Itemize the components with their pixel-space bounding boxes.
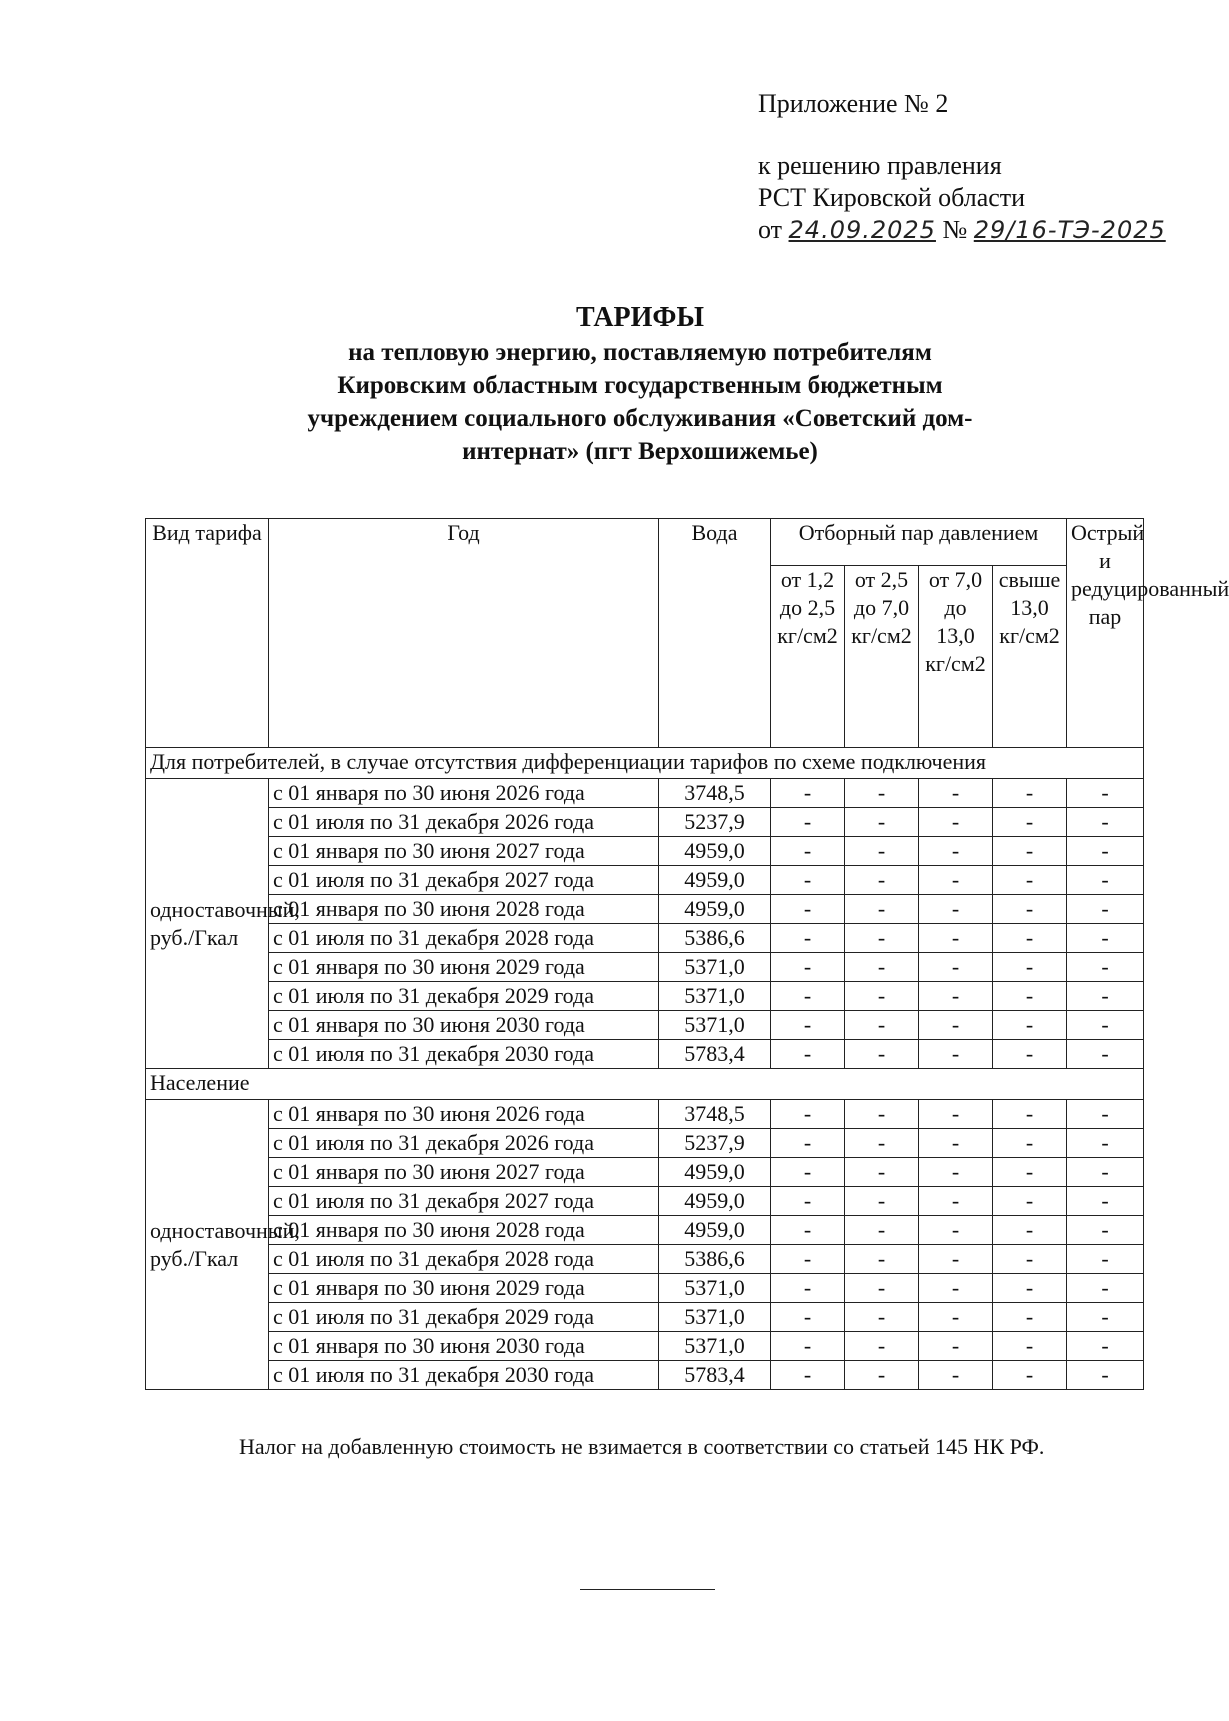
period-cell: с 01 января по 30 июня 2026 года bbox=[269, 1100, 659, 1129]
empty-value-cell: - bbox=[993, 1187, 1067, 1216]
appendix-decision: к решению правления bbox=[758, 151, 1002, 180]
section-title: Население bbox=[146, 1069, 1144, 1100]
water-value-cell: 4959,0 bbox=[659, 895, 771, 924]
empty-value-cell: - bbox=[993, 1129, 1067, 1158]
header-steam-4: свыше 13,0 кг/см2 bbox=[993, 565, 1067, 747]
empty-value-cell: - bbox=[771, 1129, 845, 1158]
tariff-kind: одноставочный, руб./Гкал bbox=[146, 1100, 269, 1390]
empty-value-cell: - bbox=[771, 1011, 845, 1040]
period-cell: с 01 января по 30 июня 2027 года bbox=[269, 837, 659, 866]
water-value-cell: 4959,0 bbox=[659, 1158, 771, 1187]
handwritten-number: 29/16-ТЭ-2025 bbox=[973, 216, 1166, 244]
empty-value-cell: - bbox=[771, 982, 845, 1011]
empty-value-cell: - bbox=[1067, 924, 1144, 953]
empty-value-cell: - bbox=[993, 837, 1067, 866]
table-row bbox=[146, 1361, 1144, 1390]
empty-value-cell: - bbox=[919, 895, 993, 924]
empty-value-cell: - bbox=[845, 1303, 919, 1332]
period-cell: с 01 июля по 31 декабря 2026 года bbox=[269, 808, 659, 837]
empty-value-cell: - bbox=[845, 953, 919, 982]
empty-value-cell: - bbox=[845, 866, 919, 895]
table-row bbox=[146, 1040, 1144, 1069]
water-value-cell: 5783,4 bbox=[659, 1361, 771, 1390]
empty-value-cell: - bbox=[845, 924, 919, 953]
empty-value-cell: - bbox=[771, 1040, 845, 1069]
table-row bbox=[146, 1100, 1144, 1129]
empty-value-cell: - bbox=[845, 1332, 919, 1361]
empty-value-cell: - bbox=[845, 1129, 919, 1158]
empty-value-cell: - bbox=[993, 895, 1067, 924]
water-value-cell: 5371,0 bbox=[659, 1011, 771, 1040]
empty-value-cell: - bbox=[993, 1100, 1067, 1129]
empty-value-cell: - bbox=[919, 982, 993, 1011]
header-steam-1: от 1,2 до 2,5 кг/см2 bbox=[771, 565, 845, 747]
empty-value-cell: - bbox=[919, 1216, 993, 1245]
table-row bbox=[146, 1187, 1144, 1216]
empty-value-cell: - bbox=[919, 808, 993, 837]
empty-value-cell: - bbox=[993, 1040, 1067, 1069]
empty-value-cell: - bbox=[919, 866, 993, 895]
appendix-block bbox=[758, 88, 1166, 246]
empty-value-cell: - bbox=[919, 1040, 993, 1069]
period-cell: с 01 июля по 31 декабря 2029 года bbox=[269, 1303, 659, 1332]
empty-value-cell: - bbox=[845, 1040, 919, 1069]
empty-value-cell: - bbox=[1067, 866, 1144, 895]
period-cell: с 01 июля по 31 декабря 2026 года bbox=[269, 1129, 659, 1158]
empty-value-cell: - bbox=[993, 1303, 1067, 1332]
water-value-cell: 5386,6 bbox=[659, 924, 771, 953]
empty-value-cell: - bbox=[845, 1245, 919, 1274]
period-cell: с 01 января по 30 июня 2030 года bbox=[269, 1011, 659, 1040]
empty-value-cell: - bbox=[993, 924, 1067, 953]
table-row bbox=[146, 1274, 1144, 1303]
water-value-cell: 5237,9 bbox=[659, 1129, 771, 1158]
empty-value-cell: - bbox=[919, 1332, 993, 1361]
empty-value-cell: - bbox=[771, 1100, 845, 1129]
empty-value-cell: - bbox=[845, 779, 919, 808]
empty-value-cell: - bbox=[919, 1129, 993, 1158]
empty-value-cell: - bbox=[845, 1158, 919, 1187]
empty-value-cell: - bbox=[919, 953, 993, 982]
table-row bbox=[146, 982, 1144, 1011]
table-row bbox=[146, 1216, 1144, 1245]
empty-value-cell: - bbox=[845, 1274, 919, 1303]
empty-value-cell: - bbox=[1067, 808, 1144, 837]
header-water: Вода bbox=[659, 519, 771, 748]
empty-value-cell: - bbox=[1067, 1158, 1144, 1187]
table-row bbox=[146, 1245, 1144, 1274]
period-cell: с 01 июля по 31 декабря 2030 года bbox=[269, 1361, 659, 1390]
vat-note: Налог на добавленную стоимость не взимается в соответствии со статьей 145 НК РФ. bbox=[239, 1434, 1045, 1459]
empty-value-cell: - bbox=[993, 808, 1067, 837]
empty-value-cell: - bbox=[771, 808, 845, 837]
empty-value-cell: - bbox=[993, 1158, 1067, 1187]
closing-divider bbox=[580, 1589, 715, 1590]
period-cell: с 01 июля по 31 декабря 2029 года bbox=[269, 982, 659, 1011]
empty-value-cell: - bbox=[1067, 837, 1144, 866]
header-steam-2: от 2,5 до 7,0 кг/см2 bbox=[845, 565, 919, 747]
empty-value-cell: - bbox=[771, 1332, 845, 1361]
period-cell: с 01 января по 30 июня 2029 года bbox=[269, 953, 659, 982]
empty-value-cell: - bbox=[1067, 1274, 1144, 1303]
period-cell: с 01 июля по 31 декабря 2027 года bbox=[269, 866, 659, 895]
empty-value-cell: - bbox=[1067, 1216, 1144, 1245]
empty-value-cell: - bbox=[845, 1361, 919, 1390]
water-value-cell: 5783,4 bbox=[659, 1040, 771, 1069]
empty-value-cell: - bbox=[919, 1100, 993, 1129]
table-row bbox=[146, 1129, 1144, 1158]
table-row bbox=[146, 1332, 1144, 1361]
empty-value-cell: - bbox=[919, 1187, 993, 1216]
table-row bbox=[146, 895, 1144, 924]
water-value-cell: 5386,6 bbox=[659, 1245, 771, 1274]
empty-value-cell: - bbox=[1067, 1129, 1144, 1158]
empty-value-cell: - bbox=[993, 1274, 1067, 1303]
table-row bbox=[146, 808, 1144, 837]
empty-value-cell: - bbox=[845, 808, 919, 837]
empty-value-cell: - bbox=[993, 779, 1067, 808]
tariff-kind: одноставочный, руб./Гкал bbox=[146, 779, 269, 1069]
empty-value-cell: - bbox=[1067, 1303, 1144, 1332]
empty-value-cell: - bbox=[771, 924, 845, 953]
period-cell: с 01 января по 30 июня 2028 года bbox=[269, 1216, 659, 1245]
document-title bbox=[160, 300, 1120, 468]
title-line-2: Кировским областным государственным бюджетным bbox=[337, 372, 943, 399]
period-cell: с 01 июля по 31 декабря 2028 года bbox=[269, 1245, 659, 1274]
water-value-cell: 4959,0 bbox=[659, 1187, 771, 1216]
empty-value-cell: - bbox=[771, 895, 845, 924]
empty-value-cell: - bbox=[993, 866, 1067, 895]
empty-value-cell: - bbox=[919, 1158, 993, 1187]
period-cell: с 01 января по 30 июня 2029 года bbox=[269, 1274, 659, 1303]
title-line-1: на тепловую энергию, поставляемую потребителям bbox=[348, 339, 932, 366]
water-value-cell: 4959,0 bbox=[659, 1216, 771, 1245]
title-main: ТАРИФЫ bbox=[576, 302, 704, 333]
empty-value-cell: - bbox=[771, 1303, 845, 1332]
period-cell: с 01 июля по 31 декабря 2027 года bbox=[269, 1187, 659, 1216]
date-prefix: от bbox=[758, 215, 783, 244]
period-cell: с 01 января по 30 июня 2027 года bbox=[269, 1158, 659, 1187]
water-value-cell: 5237,9 bbox=[659, 808, 771, 837]
empty-value-cell: - bbox=[845, 1011, 919, 1040]
header-sharp-steam: Острый и редуцированный пар bbox=[1067, 519, 1144, 748]
appendix-label: Приложение № 2 bbox=[758, 89, 949, 118]
empty-value-cell: - bbox=[771, 1158, 845, 1187]
table-row bbox=[146, 837, 1144, 866]
empty-value-cell: - bbox=[919, 837, 993, 866]
empty-value-cell: - bbox=[845, 1216, 919, 1245]
empty-value-cell: - bbox=[771, 953, 845, 982]
empty-value-cell: - bbox=[993, 1011, 1067, 1040]
empty-value-cell: - bbox=[845, 837, 919, 866]
empty-value-cell: - bbox=[771, 866, 845, 895]
empty-value-cell: - bbox=[919, 1274, 993, 1303]
period-cell: с 01 июля по 31 декабря 2030 года bbox=[269, 1040, 659, 1069]
empty-value-cell: - bbox=[1067, 1100, 1144, 1129]
water-value-cell: 3748,5 bbox=[659, 1100, 771, 1129]
empty-value-cell: - bbox=[1067, 1245, 1144, 1274]
tariffs-body bbox=[146, 748, 1144, 1390]
water-value-cell: 5371,0 bbox=[659, 953, 771, 982]
period-cell: с 01 июля по 31 декабря 2028 года bbox=[269, 924, 659, 953]
empty-value-cell: - bbox=[1067, 953, 1144, 982]
empty-value-cell: - bbox=[993, 1216, 1067, 1245]
table-row bbox=[146, 1303, 1144, 1332]
header-year: Год bbox=[269, 519, 659, 748]
table-row bbox=[146, 953, 1144, 982]
empty-value-cell: - bbox=[993, 1245, 1067, 1274]
table-row bbox=[146, 866, 1144, 895]
empty-value-cell: - bbox=[1067, 1332, 1144, 1361]
header-steam-group: Отборный пар давлением bbox=[771, 519, 1067, 566]
empty-value-cell: - bbox=[993, 1332, 1067, 1361]
title-line-4: интернат» (пгт Верхошижемье) bbox=[462, 438, 818, 465]
section-title: Для потребителей, в случае отсутствия дифференциации тарифов по схеме подключения bbox=[146, 748, 1144, 779]
empty-value-cell: - bbox=[993, 953, 1067, 982]
empty-value-cell: - bbox=[919, 1361, 993, 1390]
section-header-row bbox=[146, 1069, 1144, 1100]
empty-value-cell: - bbox=[1067, 1361, 1144, 1390]
empty-value-cell: - bbox=[993, 982, 1067, 1011]
empty-value-cell: - bbox=[919, 779, 993, 808]
number-prefix: № bbox=[942, 215, 968, 244]
empty-value-cell: - bbox=[919, 1011, 993, 1040]
empty-value-cell: - bbox=[919, 1303, 993, 1332]
empty-value-cell: - bbox=[919, 924, 993, 953]
empty-value-cell: - bbox=[845, 895, 919, 924]
handwritten-date: 24.09.2025 bbox=[788, 216, 936, 244]
water-value-cell: 5371,0 bbox=[659, 1303, 771, 1332]
water-value-cell: 5371,0 bbox=[659, 1274, 771, 1303]
empty-value-cell: - bbox=[919, 1245, 993, 1274]
title-line-3: учреждением социального обслуживания «Советский дом- bbox=[307, 405, 973, 432]
empty-value-cell: - bbox=[771, 1245, 845, 1274]
water-value-cell: 4959,0 bbox=[659, 837, 771, 866]
empty-value-cell: - bbox=[1067, 1040, 1144, 1069]
empty-value-cell: - bbox=[771, 779, 845, 808]
water-value-cell: 3748,5 bbox=[659, 779, 771, 808]
empty-value-cell: - bbox=[771, 1361, 845, 1390]
table-row bbox=[146, 1011, 1144, 1040]
empty-value-cell: - bbox=[771, 1187, 845, 1216]
period-cell: с 01 января по 30 июня 2028 года bbox=[269, 895, 659, 924]
empty-value-cell: - bbox=[1067, 1011, 1144, 1040]
empty-value-cell: - bbox=[771, 1274, 845, 1303]
table-row bbox=[146, 924, 1144, 953]
water-value-cell: 5371,0 bbox=[659, 982, 771, 1011]
empty-value-cell: - bbox=[1067, 779, 1144, 808]
empty-value-cell: - bbox=[771, 1216, 845, 1245]
empty-value-cell: - bbox=[845, 1187, 919, 1216]
period-cell: с 01 января по 30 июня 2030 года bbox=[269, 1332, 659, 1361]
appendix-authority: РСТ Кировской области bbox=[758, 183, 1026, 212]
section-header-row bbox=[146, 748, 1144, 779]
water-value-cell: 4959,0 bbox=[659, 866, 771, 895]
header-kind: Вид тарифа bbox=[146, 519, 269, 748]
appendix-date-line bbox=[758, 214, 1166, 246]
empty-value-cell: - bbox=[1067, 895, 1144, 924]
table-row bbox=[146, 1158, 1144, 1187]
empty-value-cell: - bbox=[845, 982, 919, 1011]
empty-value-cell: - bbox=[993, 1361, 1067, 1390]
table-row bbox=[146, 779, 1144, 808]
empty-value-cell: - bbox=[1067, 982, 1144, 1011]
water-value-cell: 5371,0 bbox=[659, 1332, 771, 1361]
empty-value-cell: - bbox=[1067, 1187, 1144, 1216]
empty-value-cell: - bbox=[845, 1100, 919, 1129]
header-steam-3: от 7,0 до 13,0 кг/см2 bbox=[919, 565, 993, 747]
empty-value-cell: - bbox=[771, 837, 845, 866]
tariffs-table bbox=[145, 518, 1229, 1390]
period-cell: с 01 января по 30 июня 2026 года bbox=[269, 779, 659, 808]
